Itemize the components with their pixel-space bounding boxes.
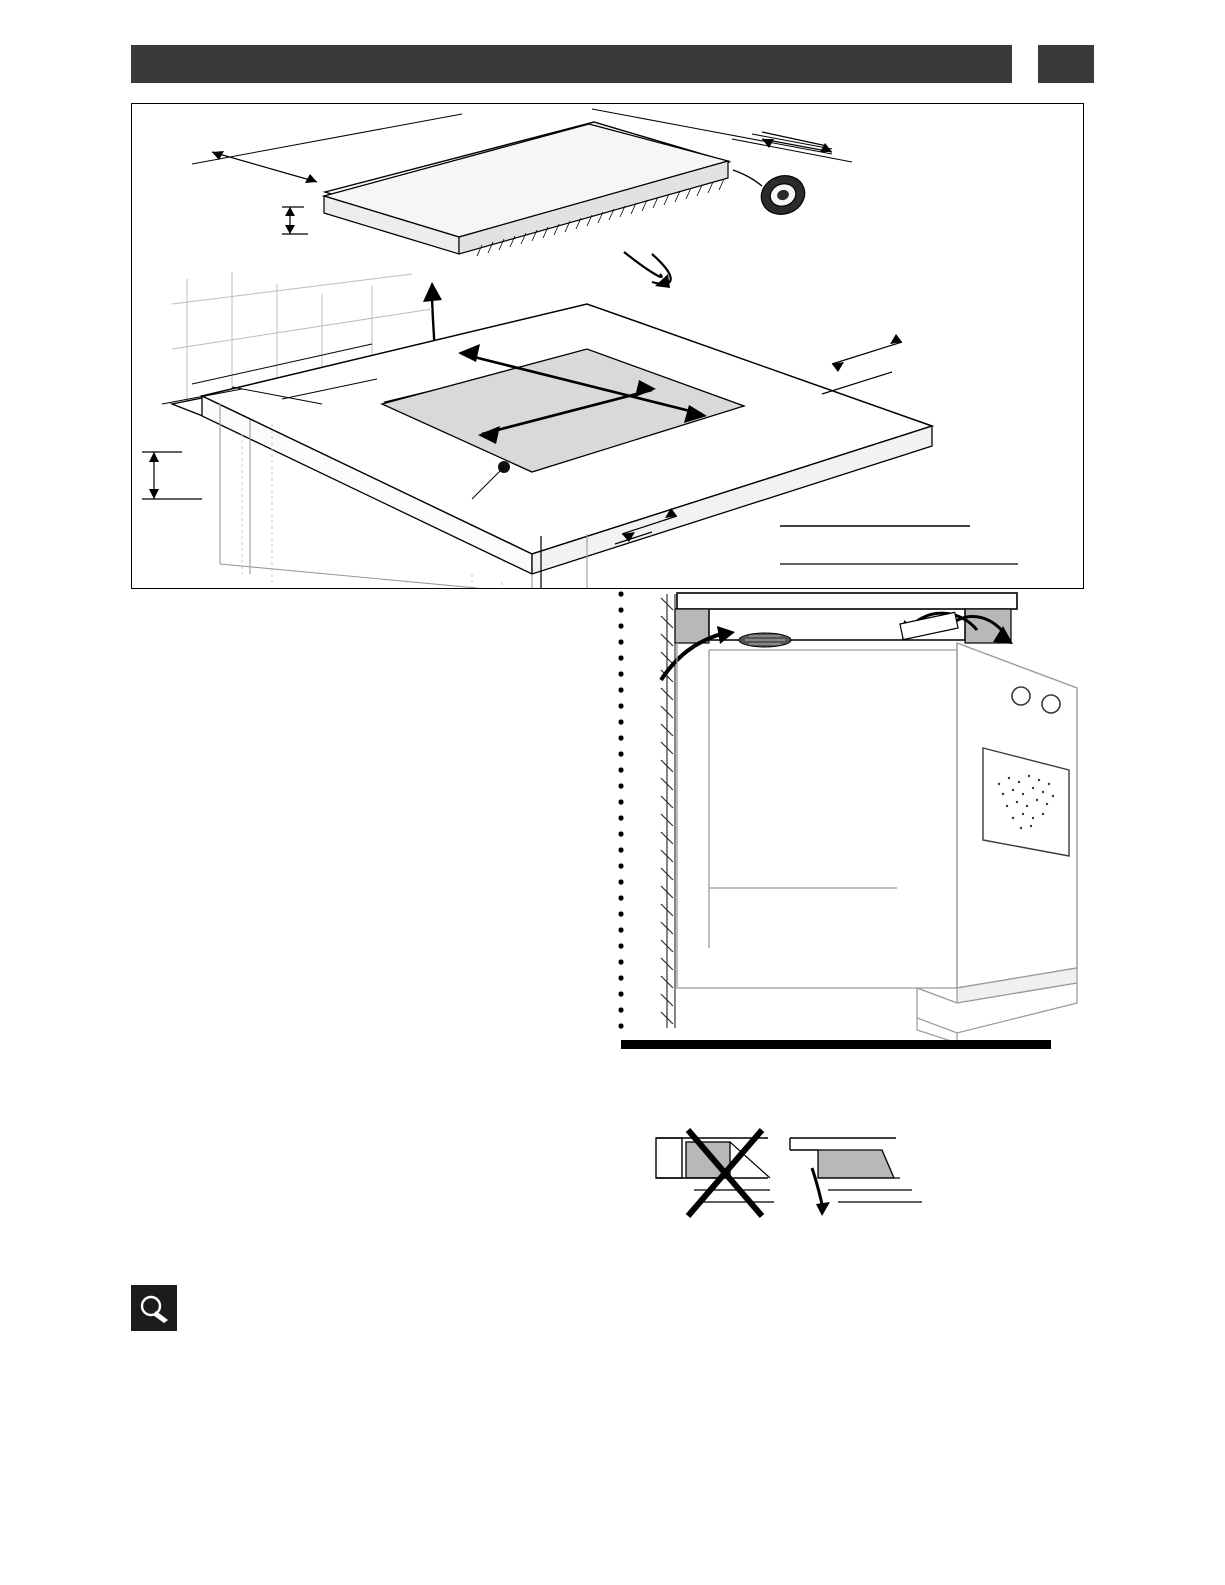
- hob-installation-figure: [131, 103, 1084, 589]
- worktop-edge-detail-figure: [650, 1120, 950, 1230]
- page-number-tab: [1038, 45, 1094, 83]
- page-header-bar: [131, 45, 1012, 83]
- oven-cabinet-figure: [617, 588, 1082, 1058]
- worktop-edge-detail-svg: [650, 1120, 950, 1230]
- oven-cabinet-svg: [617, 588, 1082, 1058]
- power-cable-coil: [733, 170, 810, 221]
- pan-icon: [131, 1285, 177, 1331]
- hob-installation-svg: [132, 104, 1083, 588]
